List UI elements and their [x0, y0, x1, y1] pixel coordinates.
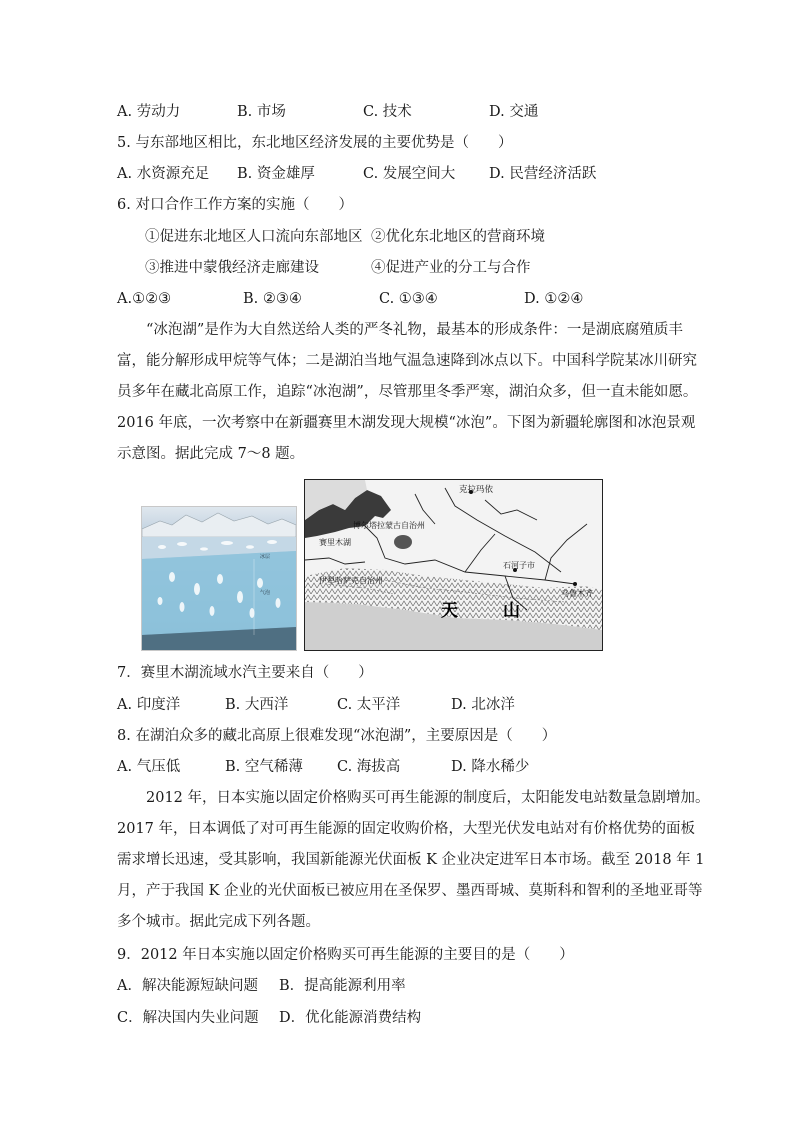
passage1-line: 员多年在藏北高原工作，追踪“冰泡湖”，尽管那里冬季严寒，湖泊众多，但一直未能如愿。 [117, 384, 698, 400]
q8-option-b: B. 空气稀薄 [225, 759, 303, 775]
map-label-shihezi: 石河子市 [503, 561, 535, 570]
q6-item-1: ①促进东北地区人口流向东部地区 [145, 229, 363, 245]
q7-stem: 7．赛里木湖流域水汽主要来自（ ） [117, 665, 373, 681]
q5-option-d: D. 民营经济活跃 [489, 166, 597, 182]
passage-solar [117, 788, 710, 943]
passage1-line: 2016 年底，一次考察中在新疆赛里木湖发现大规模“冰泡”。下图为新疆轮廓图和冰泡景观 [117, 415, 696, 431]
passage2-line: 多个城市。据此完成下列各题。 [117, 914, 320, 930]
q6-option-b: B. ②③④ [243, 291, 302, 307]
xinjiang-map-drawing [305, 480, 602, 650]
q6-option-d: D. ①②④ [524, 291, 584, 307]
passage-ice-lake [117, 320, 697, 475]
q7-option-c: C. 太平洋 [337, 697, 401, 713]
q8-option-c: C. 海拔高 [337, 759, 401, 775]
passage2-line: 需求增长迅速，受其影响，我国新能源光伏面板 K 企业决定进军日本市场。截至 2018 年 1 [117, 852, 705, 868]
passage2-line: 2017 年，日本调低了对可再生能源的固定收购价格，大型光伏发电站对有价格优势的面板 [117, 821, 696, 837]
q6-item-3: ③推进中蒙俄经济走廊建设 [145, 260, 319, 276]
map-label-karamay: 克拉玛依 [459, 485, 494, 495]
q9-option-d: D．优化能源消费结构 [279, 1010, 422, 1026]
map-label-tian: 天 [441, 601, 458, 621]
q8-option-d: D. 降水稀少 [451, 759, 530, 775]
q9-option-b: B．提高能源利用率 [279, 978, 406, 994]
map-label-urumqi: 乌鲁木齐 [561, 589, 593, 598]
q7-option-b: B. 大西洋 [225, 697, 289, 713]
q8-stem: 8. 在湖泊众多的藏北高原上很难发现“冰泡湖”，主要原因是（ ） [117, 728, 557, 744]
q7-option-d: D. 北冰洋 [451, 697, 515, 713]
q4-option-c: C. 技术 [363, 104, 412, 120]
q5-option-b: B. 资金雄厚 [237, 166, 315, 182]
map-label-bortala: 博尔塔拉蒙古自治州 [353, 521, 425, 530]
q6-stem: 6. 对口合作工作方案的实施（ ） [117, 197, 353, 213]
q5-option-a: A. 水资源充足 [117, 166, 210, 182]
map-label-sayram-lake: 赛里木湖 [319, 538, 351, 547]
ice-label-layer: 冰层 [260, 554, 271, 560]
q7-option-a: A. 印度洋 [117, 697, 181, 713]
xinjiang-map [304, 479, 603, 651]
ice-label-bubble: 气泡 [260, 590, 271, 596]
q6-option-c: C. ①③④ [379, 291, 438, 307]
q5-option-c: C. 发展空间大 [363, 166, 456, 182]
q4-option-d: D. 交通 [489, 104, 539, 120]
q4-option-b: B. 市场 [237, 104, 286, 120]
q9-option-c: C．解决国内失业问题 [117, 1010, 259, 1026]
passage1-line: “冰泡湖”是作为大自然送给人类的严冬礼物，最基本的形成条件：一是湖底腐殖质丰 [146, 322, 683, 338]
q6-option-a: A.①②③ [117, 291, 172, 307]
map-label-shan: 山 [503, 601, 520, 621]
ice-bubble-drawing [142, 507, 296, 650]
q9-option-a: A．解决能源短缺问题 [117, 978, 258, 994]
q9-stem: 9．2012 年日本实施以固定价格购买可再生能源的主要目的是（ ） [117, 947, 574, 963]
q6-item-4: ④促进产业的分工与合作 [371, 260, 531, 276]
q5-stem: 5. 与东部地区相比，东北地区经济发展的主要优势是（ ） [117, 135, 513, 151]
passage2-line: 2012 年，日本实施以固定价格购买可再生能源的制度后，太阳能发电站数量急剧增加。 [146, 790, 710, 806]
ice-bubble-illustration [141, 506, 297, 651]
passage1-line: 富，能分解形成甲烷等气体；二是湖泊当地气温急速降到冰点以下。中国科学院某冰川研究 [117, 353, 697, 369]
map-label-ili: 伊犁哈萨克自治州 [319, 576, 383, 585]
q4-option-a: A. 劳动力 [117, 104, 181, 120]
q6-item-2: ②优化东北地区的营商环境 [371, 229, 545, 245]
q8-option-a: A. 气压低 [117, 759, 181, 775]
passage1-line: 示意图。据此完成 7～8 题。 [117, 446, 305, 462]
passage2-line: 月，产于我国 K 企业的光伏面板已被应用在圣保罗、墨西哥城、莫斯科和智利的圣地亚哥等 [117, 883, 703, 899]
